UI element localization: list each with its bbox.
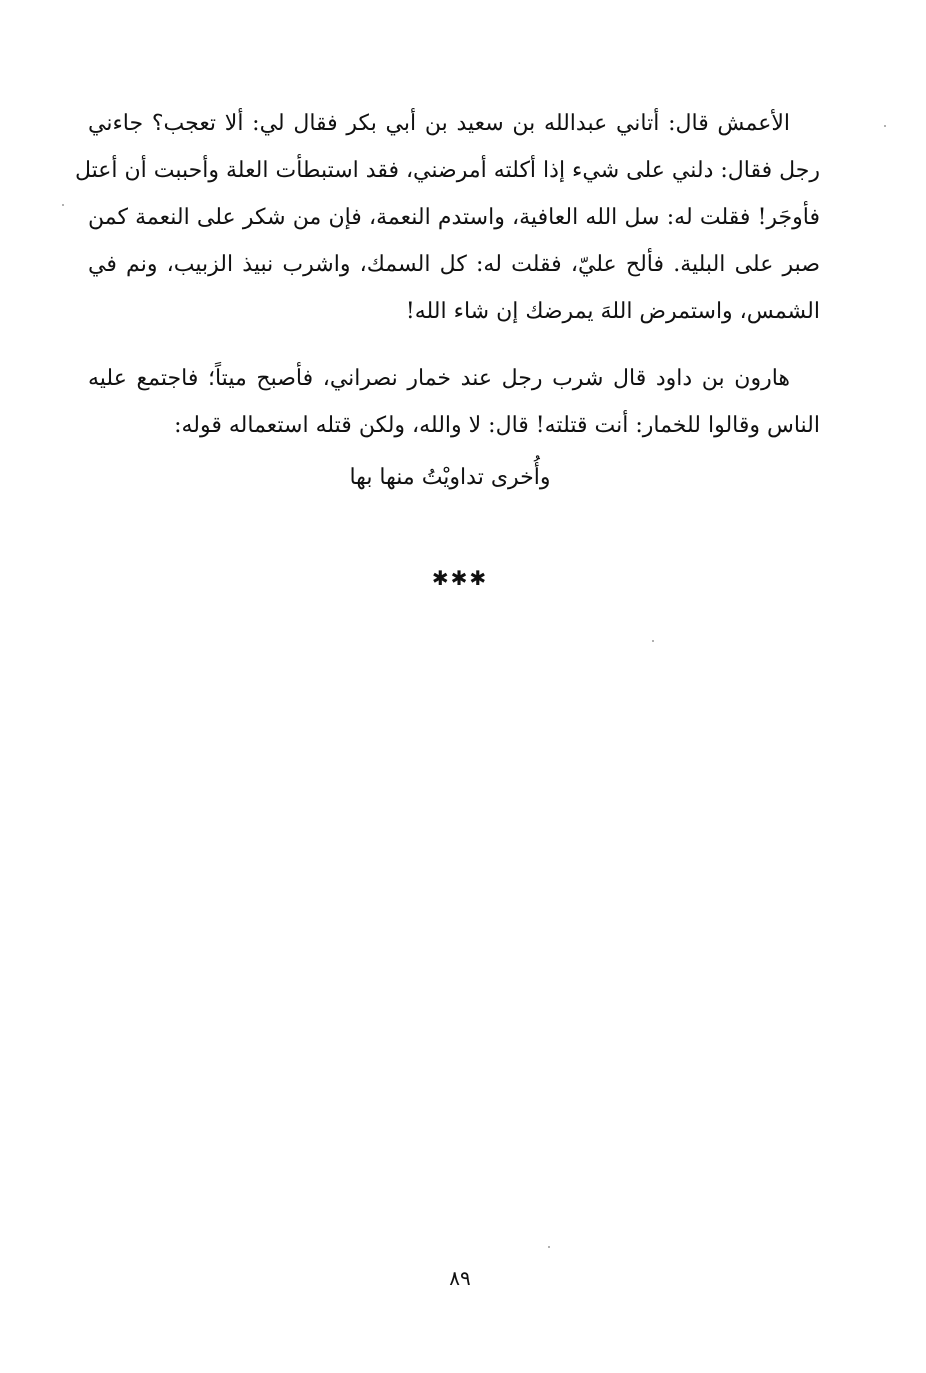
verse-line: وأُخرى تداويْتُ منها بها	[349, 465, 551, 490]
paragraph-line: صبر على البلية. فألح عليّ، فقلت له: كل السمك، واشرب نبيذ الزبيب، ونم في	[88, 252, 820, 277]
paragraph-haroun	[88, 355, 820, 449]
paragraph-line: الشمس، واستمرض اللهَ يمرضك إن شاء الله!	[405, 299, 820, 324]
paragraph-line: الناس وقالوا للخمار: أنت قتلته! قال: لا والله، ولكن قتله استعماله قوله:	[174, 413, 820, 438]
paragraph-line: هارون بن داود قال شرب رجل عند خمار نصراني، فأصبح ميتاً؛ فاجتمع عليه	[88, 366, 790, 391]
scan-speck	[652, 640, 654, 642]
paragraph-line: فأوجَر! فقلت له: سل الله العافية، واستدم النعمة، فإن من شكر على النعمة كمن	[88, 205, 820, 230]
scan-speck	[548, 1246, 550, 1248]
paragraph-line: رجل فقال: دلني على شيء إذا أكلته أمرضني، فقد استبطأت العلة وأحببت أن أعتل	[74, 158, 820, 183]
page-number: ٨٩	[449, 1266, 471, 1290]
section-separator: ✱✱✱	[431, 566, 489, 590]
paragraph-al-amash	[74, 100, 820, 335]
scan-speck	[62, 204, 64, 206]
scan-speck	[884, 125, 886, 127]
paragraph-line: الأعمش قال: أتاني عبدالله بن سعيد بن أبي بكر فقال لي: ألا تعجب؟ جاءني	[88, 111, 790, 136]
